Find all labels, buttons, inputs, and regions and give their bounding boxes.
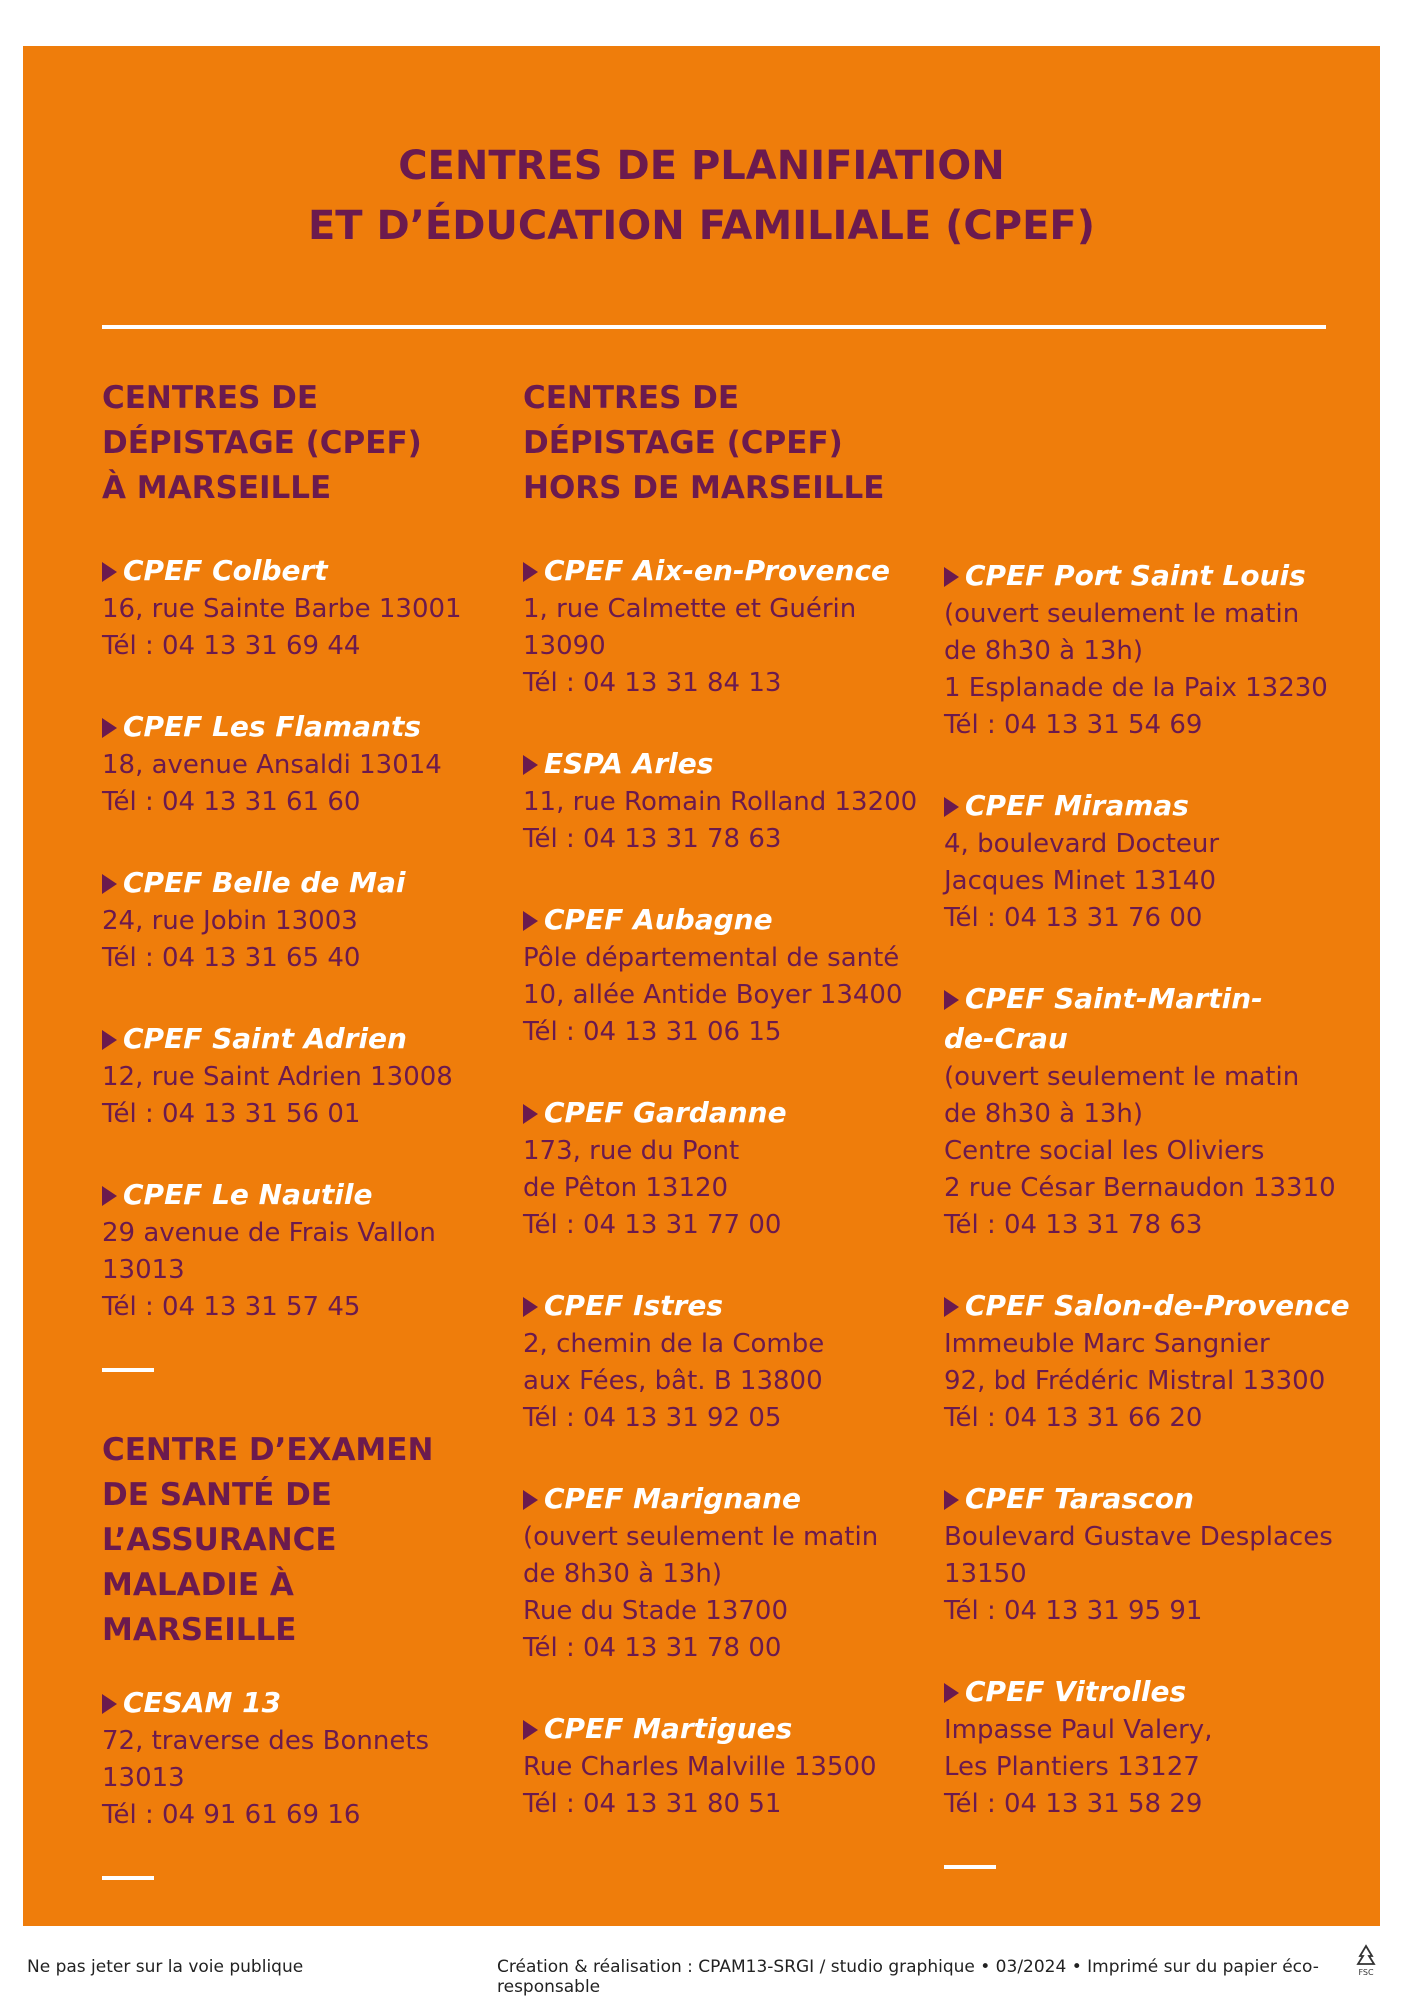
center-address-line: 13013 xyxy=(102,1255,185,1285)
center-address-line: 13150 xyxy=(944,1559,1027,1589)
bullet-triangle-icon xyxy=(523,911,538,931)
svg-text:FSC: FSC xyxy=(1358,1968,1374,1977)
center-name: CESAM 13 xyxy=(102,1683,492,1723)
orange-panel xyxy=(23,46,1380,1926)
center-address-line: 1, rue Calmette et Guérin xyxy=(523,594,857,624)
bullet-triangle-icon xyxy=(523,562,538,582)
footer-right: Création & réalisation : CPAM13-SRGI / studio graphique • 03/2024 • Imprimé sur du papier éco-responsable xyxy=(497,1957,1319,1997)
center-address-line: Rue Charles Malville 13500 xyxy=(523,1752,877,1782)
center-entry xyxy=(523,1093,913,1244)
section-heading-hors-marseille: CENTRES DE DÉPISTAGE (CPEF) HORS DE MARSEILLE xyxy=(523,380,885,506)
center-name: CPEF Aubagne xyxy=(523,900,913,940)
page-title xyxy=(23,136,1380,256)
center-name: CPEF Tarascon xyxy=(944,1479,1354,1519)
center-address-line: 24, rue Jobin 13003 xyxy=(102,906,358,936)
center-entry xyxy=(944,786,1354,937)
center-name: CPEF Vitrolles xyxy=(944,1672,1354,1712)
bullet-triangle-icon xyxy=(944,1683,959,1703)
center-address-line: Les Plantiers 13127 xyxy=(944,1752,1200,1782)
center-address-line: 10, allée Antide Boyer 13400 xyxy=(523,980,903,1010)
center-entry xyxy=(944,556,1354,744)
center-address-line: 12, rue Saint Adrien 13008 xyxy=(102,1062,453,1092)
bullet-triangle-icon xyxy=(102,874,117,894)
bullet-triangle-icon xyxy=(102,1186,117,1206)
center-address-line: aux Fées, bât. B 13800 xyxy=(523,1366,823,1396)
center-phone: Tél : 04 13 31 69 44 xyxy=(102,631,361,661)
title-divider xyxy=(102,325,1326,329)
center-name: CPEF Marignane xyxy=(523,1479,913,1519)
center-entry xyxy=(944,1672,1354,1823)
center-entry xyxy=(523,744,918,858)
center-address-line: (ouvert seulement le matin xyxy=(944,599,1300,629)
center-phone: Tél : 04 13 31 78 00 xyxy=(523,1633,782,1663)
center-address-line: de 8h30 à 13h) xyxy=(523,1559,723,1589)
center-phone: Tél : 04 13 31 56 01 xyxy=(102,1099,361,1129)
center-phone: Tél : 04 13 31 95 91 xyxy=(944,1596,1203,1626)
center-entry xyxy=(944,1479,1354,1630)
center-entry xyxy=(523,1479,913,1667)
center-phone: Tél : 04 13 31 57 45 xyxy=(102,1292,361,1322)
bullet-triangle-icon xyxy=(944,1297,959,1317)
center-phone: Tél : 04 13 31 78 63 xyxy=(523,824,782,854)
center-address-line: Immeuble Marc Sangnier xyxy=(944,1329,1270,1359)
center-entry xyxy=(102,707,492,821)
center-name: CPEF Le Nautile xyxy=(102,1175,492,1215)
center-phone: Tél : 04 13 31 76 00 xyxy=(944,903,1203,933)
center-phone: Tél : 04 13 31 77 00 xyxy=(523,1210,782,1240)
center-address-line: (ouvert seulement le matin xyxy=(523,1522,879,1552)
center-name: CPEF Salon-de-Provence xyxy=(944,1286,1354,1326)
center-entry xyxy=(523,1286,913,1437)
center-address-line: 72, traverse des Bonnets xyxy=(102,1726,430,1756)
center-phone: Tél : 04 91 61 69 16 xyxy=(102,1800,361,1830)
section-dash xyxy=(102,1876,154,1880)
center-name: CPEF Gardanne xyxy=(523,1093,913,1133)
center-address-line: 92, bd Frédéric Mistral 13300 xyxy=(944,1366,1326,1396)
center-phone: Tél : 04 13 31 54 69 xyxy=(944,710,1203,740)
bullet-triangle-icon xyxy=(102,1694,117,1714)
center-entry xyxy=(102,1175,492,1326)
center-name: CPEF Istres xyxy=(523,1286,913,1326)
section-dash xyxy=(102,1368,154,1372)
bullet-triangle-icon xyxy=(944,990,959,1010)
center-address-line: (ouvert seulement le matin xyxy=(944,1062,1300,1092)
center-address-line: 2, chemin de la Combe xyxy=(523,1329,825,1359)
center-entry xyxy=(523,551,913,702)
center-address-line: de 8h30 à 13h) xyxy=(944,1099,1144,1129)
bullet-triangle-icon xyxy=(944,797,959,817)
center-phone: Tél : 04 13 31 78 63 xyxy=(944,1210,1203,1240)
center-entry xyxy=(102,1683,492,1834)
center-entry xyxy=(523,900,913,1051)
section-heading-cesam: CENTRE D’EXAMEN DE SANTÉ DE L’ASSURANCE MALADIE À MARSEILLE xyxy=(102,1432,434,1648)
column-marseille xyxy=(102,376,492,1936)
bullet-triangle-icon xyxy=(523,1104,538,1124)
center-address-line: Boulevard Gustave Desplaces xyxy=(944,1522,1333,1552)
center-address-line: 2 rue César Bernaudon 13310 xyxy=(944,1173,1336,1203)
center-name: CPEF Saint-Martin- xyxy=(944,979,1354,1019)
center-address-line: 11, rue Romain Rolland 13200 xyxy=(523,787,918,817)
center-name: CPEF Colbert xyxy=(102,551,492,591)
center-name: ESPA Arles xyxy=(523,744,913,784)
center-entry xyxy=(102,863,492,977)
center-address-line: de 8h30 à 13h) xyxy=(944,636,1144,666)
center-address-line: 18, avenue Ansaldi 13014 xyxy=(102,750,442,780)
bullet-triangle-icon xyxy=(523,1490,538,1510)
center-name: CPEF Belle de Mai xyxy=(102,863,492,903)
center-phone: Tél : 04 13 31 06 15 xyxy=(523,1017,782,1047)
bullet-triangle-icon xyxy=(102,1030,117,1050)
bullet-triangle-icon xyxy=(102,562,117,582)
column-hors-marseille-2 xyxy=(944,556,1354,1925)
center-address-line: de Pêton 13120 xyxy=(523,1173,729,1203)
center-address-line: Pôle départemental de santé xyxy=(523,943,900,973)
center-entry xyxy=(102,1019,492,1133)
bullet-triangle-icon xyxy=(944,1490,959,1510)
center-phone: Tél : 04 13 31 65 40 xyxy=(102,943,361,973)
section-heading-marseille: CENTRES DE DÉPISTAGE (CPEF) À MARSEILLE xyxy=(102,380,422,506)
center-phone: Tél : 04 13 31 84 13 xyxy=(523,668,782,698)
center-address-line: Jacques Minet 13140 xyxy=(944,866,1216,896)
center-entry xyxy=(102,551,492,665)
section-dash xyxy=(944,1865,996,1869)
center-name: CPEF Miramas xyxy=(944,786,1354,826)
center-phone: Tél : 04 13 31 80 51 xyxy=(523,1789,782,1819)
bullet-triangle-icon xyxy=(102,718,117,738)
center-address-line: 13090 xyxy=(523,631,606,661)
center-name: CPEF Port Saint Louis xyxy=(944,556,1354,596)
column-hors-marseille xyxy=(523,376,918,1865)
center-address-line: 13013 xyxy=(102,1763,185,1793)
center-entry xyxy=(523,1709,913,1823)
footer-left: Ne pas jeter sur la voie publique xyxy=(27,1957,304,1977)
bullet-triangle-icon xyxy=(523,1720,538,1740)
bullet-triangle-icon xyxy=(523,1297,538,1317)
center-phone: Tél : 04 13 31 66 20 xyxy=(944,1403,1203,1433)
center-entry xyxy=(944,1286,1354,1437)
fsc-logo-icon xyxy=(1352,1944,1380,1978)
center-address-line: 1 Esplanade de la Paix 13230 xyxy=(944,673,1328,703)
center-entry xyxy=(944,979,1354,1244)
center-address-line: 173, rue du Pont xyxy=(523,1136,740,1166)
title-line-1: CENTRES DE PLANIFIATION xyxy=(398,143,1005,189)
center-address-line: 4, boulevard Docteur xyxy=(944,829,1220,859)
center-address-line: 16, rue Sainte Barbe 13001 xyxy=(102,594,462,624)
center-name: CPEF Les Flamants xyxy=(102,707,492,747)
center-address-line: 29 avenue de Frais Vallon xyxy=(102,1218,436,1248)
center-name: CPEF Saint Adrien xyxy=(102,1019,492,1059)
bullet-triangle-icon xyxy=(523,755,538,775)
center-name-continued: de-Crau xyxy=(944,1022,1068,1055)
center-address-line: Centre social les Oliviers xyxy=(944,1136,1265,1166)
center-name: CPEF Aix-en-Provence xyxy=(523,551,913,591)
center-phone: Tél : 04 13 31 61 60 xyxy=(102,787,361,817)
title-line-2: ET D’ÉDUCATION FAMILIALE (CPEF) xyxy=(307,203,1096,249)
center-address-line: Impasse Paul Valery, xyxy=(944,1715,1213,1745)
center-address-line: Rue du Stade 13700 xyxy=(523,1596,788,1626)
center-name: CPEF Martigues xyxy=(523,1709,913,1749)
center-phone: Tél : 04 13 31 92 05 xyxy=(523,1403,782,1433)
bullet-triangle-icon xyxy=(944,567,959,587)
center-phone: Tél : 04 13 31 58 29 xyxy=(944,1789,1203,1819)
